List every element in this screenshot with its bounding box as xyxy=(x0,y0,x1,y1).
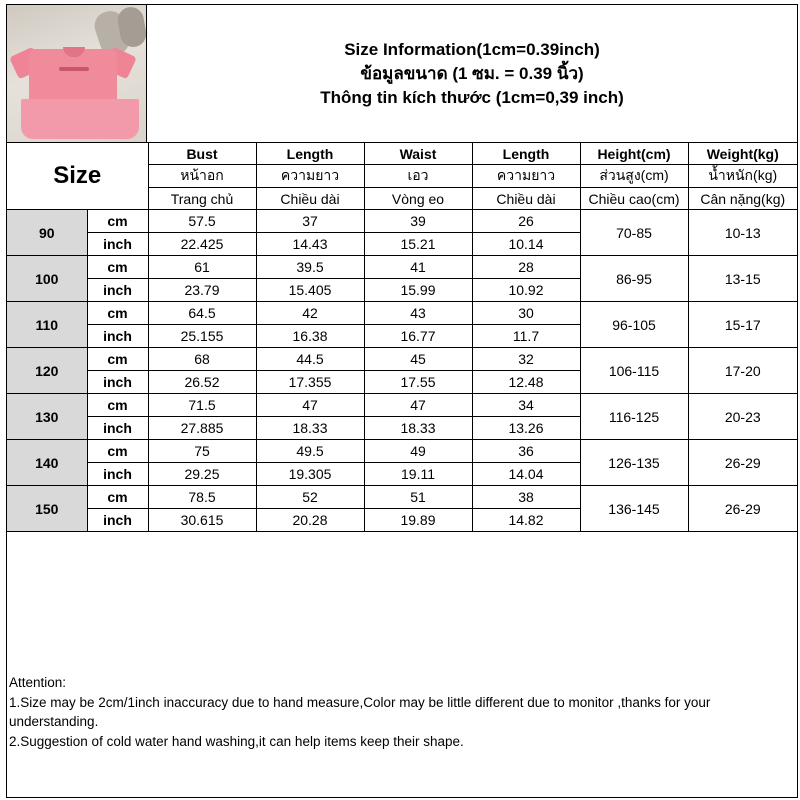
column-header-thai: ความยาว xyxy=(472,165,580,188)
height-range-cell: 86-95 xyxy=(580,256,688,302)
table-cell: 32 xyxy=(472,348,580,371)
column-header-thai: หน้าอก xyxy=(148,165,256,188)
height-range-cell: 70-85 xyxy=(580,210,688,256)
column-header-vietnamese: Chiều dài xyxy=(256,188,364,210)
table-cell: 51 xyxy=(364,486,472,509)
table-row-cm xyxy=(7,302,797,325)
table-cell: 37 xyxy=(256,210,364,233)
table-cell: 44.5 xyxy=(256,348,364,371)
table-cell: 23.79 xyxy=(148,279,256,302)
table-cell: 18.33 xyxy=(256,417,364,440)
size-value: 100 xyxy=(7,256,87,302)
size-column-header: Size xyxy=(7,143,148,210)
table-cell: 52 xyxy=(256,486,364,509)
attention-notes xyxy=(7,671,797,751)
table-cell: 22.425 xyxy=(148,233,256,256)
table-cell: 30 xyxy=(472,302,580,325)
size-info-header xyxy=(147,5,797,143)
table-cell: 68 xyxy=(148,348,256,371)
unit-label: cm xyxy=(87,440,148,463)
table-cell: 15.405 xyxy=(256,279,364,302)
table-row-cm xyxy=(7,210,797,233)
unit-label: inch xyxy=(87,325,148,348)
table-cell: 75 xyxy=(148,440,256,463)
table-row-cm xyxy=(7,348,797,371)
unit-label: inch xyxy=(87,279,148,302)
unit-label: inch xyxy=(87,233,148,256)
table-row-cm xyxy=(7,256,797,279)
attention-note-2: 2.Suggestion of cold water hand washing,it can help items keep their shape. xyxy=(9,733,464,749)
table-cell: 13.26 xyxy=(472,417,580,440)
table-cell: 78.5 xyxy=(148,486,256,509)
size-value: 110 xyxy=(7,302,87,348)
table-cell: 17.355 xyxy=(256,371,364,394)
header-line-vietnamese: Thông tin kích thước (1cm=0,39 inch) xyxy=(320,87,624,107)
table-row-cm xyxy=(7,486,797,509)
table-cell: 10.14 xyxy=(472,233,580,256)
table-cell: 12.48 xyxy=(472,371,580,394)
size-table xyxy=(7,143,797,532)
skirt-graphic xyxy=(21,99,139,139)
size-chart-sheet xyxy=(6,4,798,798)
table-cell: 16.38 xyxy=(256,325,364,348)
table-cell: 27.885 xyxy=(148,417,256,440)
height-range-cell: 106-115 xyxy=(580,348,688,394)
table-cell: 19.89 xyxy=(364,509,472,532)
table-cell: 28 xyxy=(472,256,580,279)
column-header-vietnamese: Cân nặng(kg) xyxy=(688,188,797,210)
table-cell: 39.5 xyxy=(256,256,364,279)
table-row-cm xyxy=(7,440,797,463)
column-header-thai: เอว xyxy=(364,165,472,188)
column-header-thai: น้ำหนัก(kg) xyxy=(688,165,797,188)
unit-label: cm xyxy=(87,486,148,509)
column-header: Length xyxy=(256,143,364,165)
table-cell: 41 xyxy=(364,256,472,279)
table-cell: 36 xyxy=(472,440,580,463)
table-row-cm xyxy=(7,394,797,417)
size-value: 140 xyxy=(7,440,87,486)
column-header-vietnamese: Chiều cao(cm) xyxy=(580,188,688,210)
table-cell: 47 xyxy=(256,394,364,417)
table-cell: 30.615 xyxy=(148,509,256,532)
weight-range-cell: 15-17 xyxy=(688,302,797,348)
table-cell: 19.305 xyxy=(256,463,364,486)
table-cell: 64.5 xyxy=(148,302,256,325)
weight-range-cell: 20-23 xyxy=(688,394,797,440)
table-cell: 25.155 xyxy=(148,325,256,348)
weight-range-cell: 13-15 xyxy=(688,256,797,302)
unit-label: cm xyxy=(87,348,148,371)
unit-label: cm xyxy=(87,302,148,325)
table-cell: 49 xyxy=(364,440,472,463)
table-cell: 42 xyxy=(256,302,364,325)
table-cell: 18.33 xyxy=(364,417,472,440)
table-cell: 14.04 xyxy=(472,463,580,486)
header-line-thai: ข้อมูลขนาด (1 ซม. = 0.39 นิ้ว) xyxy=(360,63,584,83)
unit-label: inch xyxy=(87,509,148,532)
table-cell: 61 xyxy=(148,256,256,279)
height-range-cell: 96-105 xyxy=(580,302,688,348)
table-cell: 57.5 xyxy=(148,210,256,233)
height-range-cell: 126-135 xyxy=(580,440,688,486)
table-cell: 26 xyxy=(472,210,580,233)
unit-label: cm xyxy=(87,394,148,417)
table-cell: 10.92 xyxy=(472,279,580,302)
tshirt-print-graphic xyxy=(59,67,89,71)
table-cell: 47 xyxy=(364,394,472,417)
weight-range-cell: 26-29 xyxy=(688,486,797,532)
table-cell: 14.82 xyxy=(472,509,580,532)
size-value: 130 xyxy=(7,394,87,440)
height-range-cell: 136-145 xyxy=(580,486,688,532)
table-cell: 39 xyxy=(364,210,472,233)
unit-label: inch xyxy=(87,371,148,394)
column-header: Waist xyxy=(364,143,472,165)
header-row-english xyxy=(7,143,797,165)
column-header-vietnamese: Trang chủ xyxy=(148,188,256,210)
size-value: 150 xyxy=(7,486,87,532)
table-cell: 71.5 xyxy=(148,394,256,417)
table-cell: 26.52 xyxy=(148,371,256,394)
column-header-thai: ส่วนสูง(cm) xyxy=(580,165,688,188)
table-cell: 49.5 xyxy=(256,440,364,463)
header-line-english: Size Information(1cm=0.39inch) xyxy=(344,39,600,59)
unit-label: inch xyxy=(87,417,148,440)
table-cell: 45 xyxy=(364,348,472,371)
table-cell: 11.7 xyxy=(472,325,580,348)
weight-range-cell: 17-20 xyxy=(688,348,797,394)
weight-range-cell: 10-13 xyxy=(688,210,797,256)
column-header-vietnamese: Vòng eo xyxy=(364,188,472,210)
table-cell: 17.55 xyxy=(364,371,472,394)
attention-title: Attention: xyxy=(9,675,67,690)
table-cell: 15.21 xyxy=(364,233,472,256)
table-cell: 20.28 xyxy=(256,509,364,532)
height-range-cell: 116-125 xyxy=(580,394,688,440)
unit-label: inch xyxy=(87,463,148,486)
table-cell: 29.25 xyxy=(148,463,256,486)
table-cell: 15.99 xyxy=(364,279,472,302)
table-cell: 19.11 xyxy=(364,463,472,486)
weight-range-cell: 26-29 xyxy=(688,440,797,486)
size-value: 120 xyxy=(7,348,87,394)
size-value: 90 xyxy=(7,210,87,256)
unit-label: cm xyxy=(87,210,148,233)
table-cell: 43 xyxy=(364,302,472,325)
table-cell: 14.43 xyxy=(256,233,364,256)
table-cell: 38 xyxy=(472,486,580,509)
column-header: Height(cm) xyxy=(580,143,688,165)
unit-label: cm xyxy=(87,256,148,279)
attention-note-1: 1.Size may be 2cm/1inch inaccuracy due to hand measure,Color may be little different due to monitor ,thanks for your understanding. xyxy=(9,694,711,729)
column-header-vietnamese: Chiều dài xyxy=(472,188,580,210)
product-photo xyxy=(7,5,147,143)
tshirt-graphic xyxy=(29,49,117,105)
column-header-thai: ความยาว xyxy=(256,165,364,188)
column-header: Bust xyxy=(148,143,256,165)
column-header: Length xyxy=(472,143,580,165)
column-header: Weight(kg) xyxy=(688,143,797,165)
table-cell: 34 xyxy=(472,394,580,417)
table-cell: 16.77 xyxy=(364,325,472,348)
